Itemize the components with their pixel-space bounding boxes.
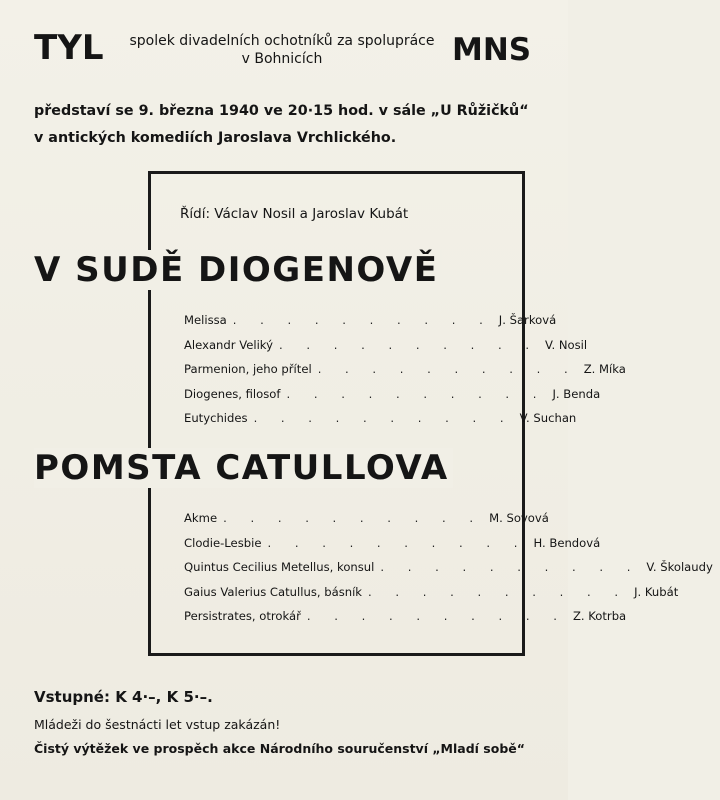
leader-dots: . . . . . . . . . . — [223, 511, 484, 525]
role: Parmenion, jeho přítel — [184, 362, 312, 376]
leader-dots: . . . . . . . . . . — [317, 362, 578, 376]
age-restriction-note: Mládeži do šestnácti let vstup zakázán! — [34, 717, 281, 732]
cast-row — [184, 560, 713, 585]
admission-price: Vstupné: K 4·–, K 5·–. — [34, 688, 213, 706]
role: Persistrates, otrokář — [184, 609, 301, 623]
leader-dots: . . . . . . . . . . — [267, 535, 528, 550]
leader-dots: . . . . . . . . . . — [253, 411, 514, 425]
actor: V. Školaudy — [646, 560, 713, 574]
org-subtitle-line1: spolek divadelních ochotníků za spolupráce — [129, 33, 435, 49]
role: Gaius Valerius Catullus, básník — [184, 584, 363, 599]
cast-row — [184, 362, 626, 387]
cast-row — [184, 411, 577, 436]
director-line: Řídí: Václav Nosil a Jaroslav Kubát — [180, 206, 409, 222]
actor: Z. Kotrba — [572, 609, 627, 623]
role: Akme — [184, 511, 218, 525]
role: Diogenes, filosof — [184, 386, 281, 401]
role: Quintus Cecilius Metellus, konsul — [184, 560, 375, 574]
actor: Z. Míka — [583, 362, 626, 376]
role: Alexandr Veliký — [184, 337, 273, 352]
leader-dots: . . . . . . . . . . — [306, 609, 567, 623]
cast-list-2 — [184, 511, 713, 634]
cast-list-1 — [184, 313, 626, 436]
play-title-1: V SUDĚ DIOGENOVĚ — [34, 250, 442, 290]
announcement-line1: představí se 9. března 1940 ve 20·15 hod. v sále „U Růžičků“ — [34, 103, 529, 119]
role: Clodie-Lesbie — [184, 535, 262, 550]
cast-row — [184, 584, 679, 610]
leader-dots: . . . . . . . . . . — [232, 313, 493, 327]
cast-row — [184, 337, 588, 363]
actor: V. Nosil — [545, 337, 588, 352]
role: Eutychides — [184, 411, 248, 425]
org-subtitle-line2: v Bohnicích — [241, 51, 323, 67]
cast-row — [184, 609, 627, 634]
cast-row — [184, 313, 557, 338]
actor: H. Bendová — [533, 535, 601, 550]
announcement — [34, 98, 544, 152]
actor: J. Benda — [552, 386, 601, 401]
announcement-line2: v antických komediích Jaroslava Vrchlického. — [34, 130, 397, 146]
play-title-2: POMSTA CATULLOVA — [34, 448, 453, 488]
leader-dots: . . . . . . . . . . — [278, 337, 540, 352]
org-name-right: MNS — [452, 32, 532, 68]
cast-row — [184, 535, 601, 561]
role: Melissa — [184, 313, 227, 327]
proceeds-note: Čistý výtěžek ve prospěch akce Národního souručenství „Mladí sobě“ — [34, 741, 525, 756]
leader-dots: . . . . . . . . . . — [286, 386, 547, 401]
org-name-left: TYL — [34, 28, 104, 68]
leader-dots: . . . . . . . . . . — [368, 584, 629, 599]
cast-row — [184, 511, 549, 536]
org-subtitle — [112, 32, 452, 68]
actor: J. Kubát — [634, 584, 679, 599]
leader-dots: . . . . . . . . . . — [380, 560, 641, 574]
cast-row — [184, 386, 601, 412]
actor: V. Suchan — [519, 411, 577, 425]
actor: M. Sovová — [489, 511, 549, 525]
actor: J. Šarková — [498, 313, 557, 327]
